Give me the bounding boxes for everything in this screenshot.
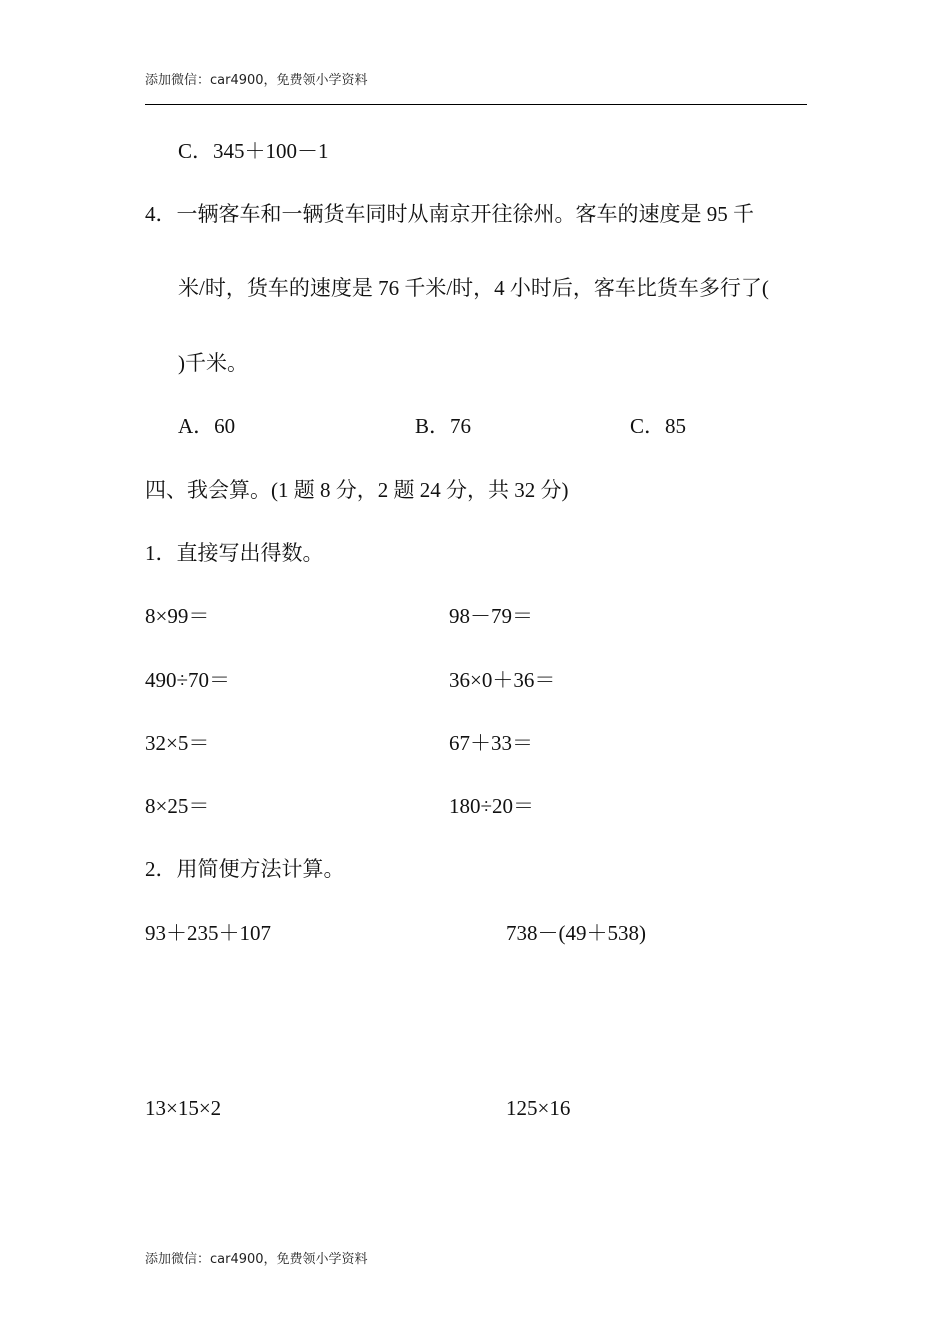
header-rule bbox=[145, 104, 807, 105]
calc-item: 98－79＝ bbox=[449, 604, 533, 628]
simplify-item: 738－(49＋538) bbox=[506, 921, 646, 945]
calc-item: 490÷70＝ bbox=[145, 668, 231, 692]
q4-line-2: 米/时，货车的速度是 76 千米/时，4 小时后，客车比货车多行了( bbox=[178, 276, 769, 300]
q4-line-1: 4．一辆客车和一辆货车同时从南京开往徐州。客车的速度是 95 千 bbox=[145, 202, 754, 226]
calc-item: 8×99＝ bbox=[145, 604, 210, 628]
part-1-title: 1．直接写出得数。 bbox=[145, 541, 324, 565]
q4-option-c: C．85 bbox=[630, 414, 687, 438]
part-2-title: 2．用简便方法计算。 bbox=[145, 857, 345, 881]
page-footer: 添加微信：car4900，免费领小学资料 bbox=[145, 1252, 368, 1267]
calc-item: 36×0＋36＝ bbox=[449, 668, 556, 692]
simplify-item: 13×15×2 bbox=[145, 1096, 222, 1120]
simplify-item: 93＋235＋107 bbox=[145, 921, 271, 945]
q4-line-3: )千米。 bbox=[178, 351, 248, 375]
page-header: 添加微信：car4900，免费领小学资料 bbox=[145, 73, 368, 88]
q4-option-a: A．60 bbox=[178, 414, 236, 438]
q3-option-c: C．345＋100－1 bbox=[178, 139, 329, 163]
calc-item: 67＋33＝ bbox=[449, 731, 533, 755]
section-4-title: 四、我会算。(1 题 8 分，2 题 24 分，共 32 分) bbox=[145, 478, 569, 502]
calc-item: 8×25＝ bbox=[145, 794, 210, 818]
calc-item: 32×5＝ bbox=[145, 731, 210, 755]
simplify-item: 125×16 bbox=[506, 1096, 571, 1120]
calc-item: 180÷20＝ bbox=[449, 794, 535, 818]
q4-option-b: B．76 bbox=[415, 414, 472, 438]
